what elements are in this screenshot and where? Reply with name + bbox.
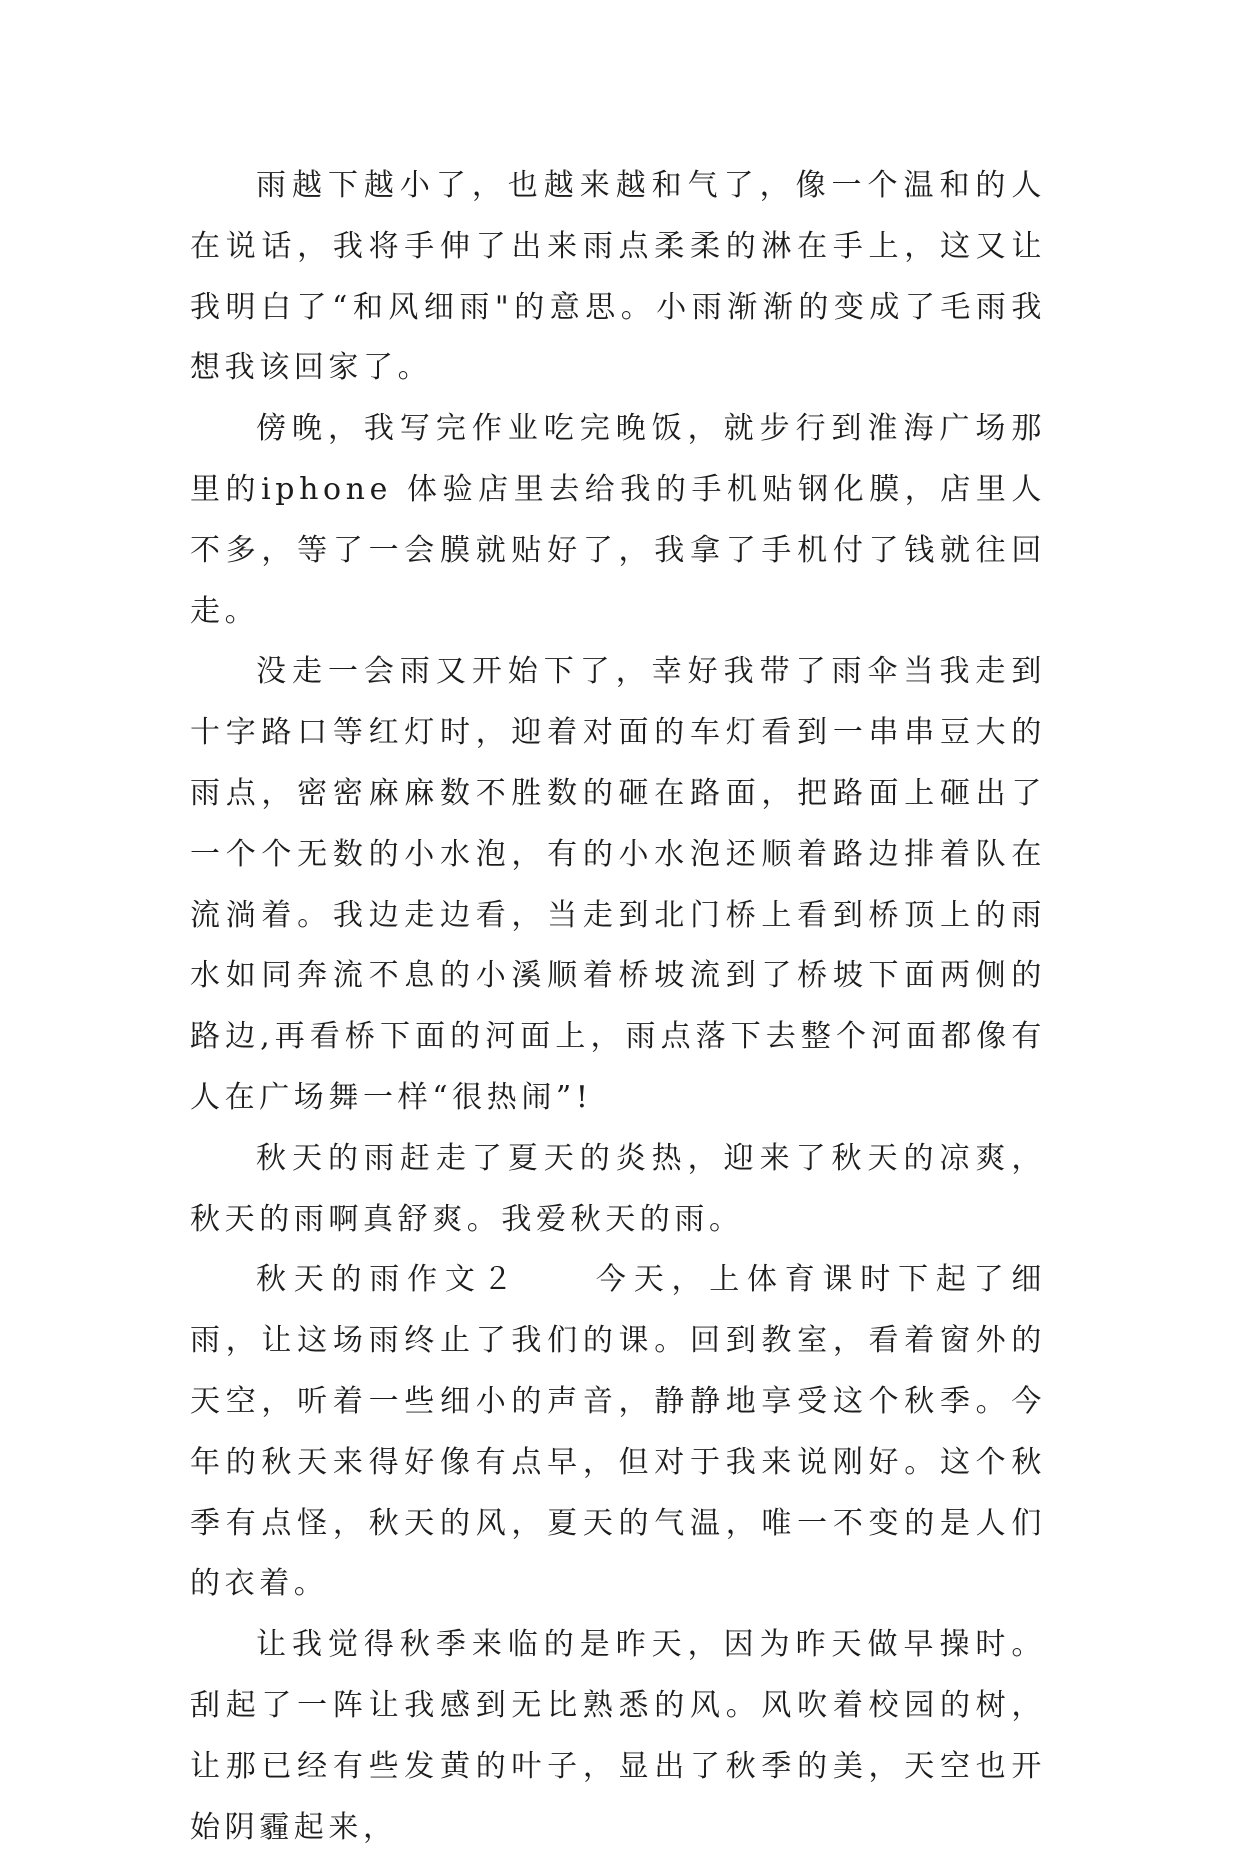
paragraph-evening: 傍晚，我写完作业吃完晚饭，就步行到淮海广场那里的iphone 体验店里去给我的手机贴钢化膜，店里人不多，等了一会膜就贴好了，我拿了手机付了钱就往回走。: [190, 411, 1046, 629]
paragraph-drizzle: 雨越下越小了，也越来越和气了，像一个温和的人在说话，我将手伸了出来雨点柔柔的淋在手上，这又让我明白了“和风细雨"的意思。小雨渐渐的变成了毛雨我想我该回家了。: [190, 168, 1046, 386]
paragraph-autumn-rain: 秋天的雨赶走了夏天的炎热，迎来了秋天的凉爽，秋天的雨啊真舒爽。我爱秋天的雨。: [190, 1140, 1046, 1237]
paragraph-rain-street: 没走一会雨又开始下了，幸好我带了雨伞当我走到十字路口等红灯时，迎着对面的车灯看到一串串豆大的雨点，密密麻麻数不胜数的砸在路面，把路面上砸出了一个个无数的小水泡，有的小水泡还顺着路边排着队在流淌着。我边走边看，当走到北门桥上看到桥顶上的雨水如同奔流不息的小溪顺着桥坡流到了桥坡下面两侧的路边,再看桥下面的河面上，雨点落下去整个河面都像有人在广场舞一样“很热闹”!: [190, 654, 1046, 1115]
essay-body: [190, 156, 1046, 1858]
paragraph-essay-2: 秋天的雨作文２ 今天，上体育课时下起了细雨，让这场雨终止了我们的课。回到教室，看着窗外的天空，听着一些细小的声音，静静地享受这个秋季。今年的秋天来得好像有点早，但对于我来说刚好。这个秋季有点怪，秋天的风，夏天的气温，唯一不变的是人们的衣着。: [190, 1262, 1046, 1602]
paragraph-yesterday: 让我觉得秋季来临的是昨天，因为昨天做早操时。刮起了一阵让我感到无比熟悉的风。风吹着校园的树，让那已经有些发黄的叶子，显出了秋季的美，天空也开始阴霾起来，: [190, 1627, 1046, 1845]
